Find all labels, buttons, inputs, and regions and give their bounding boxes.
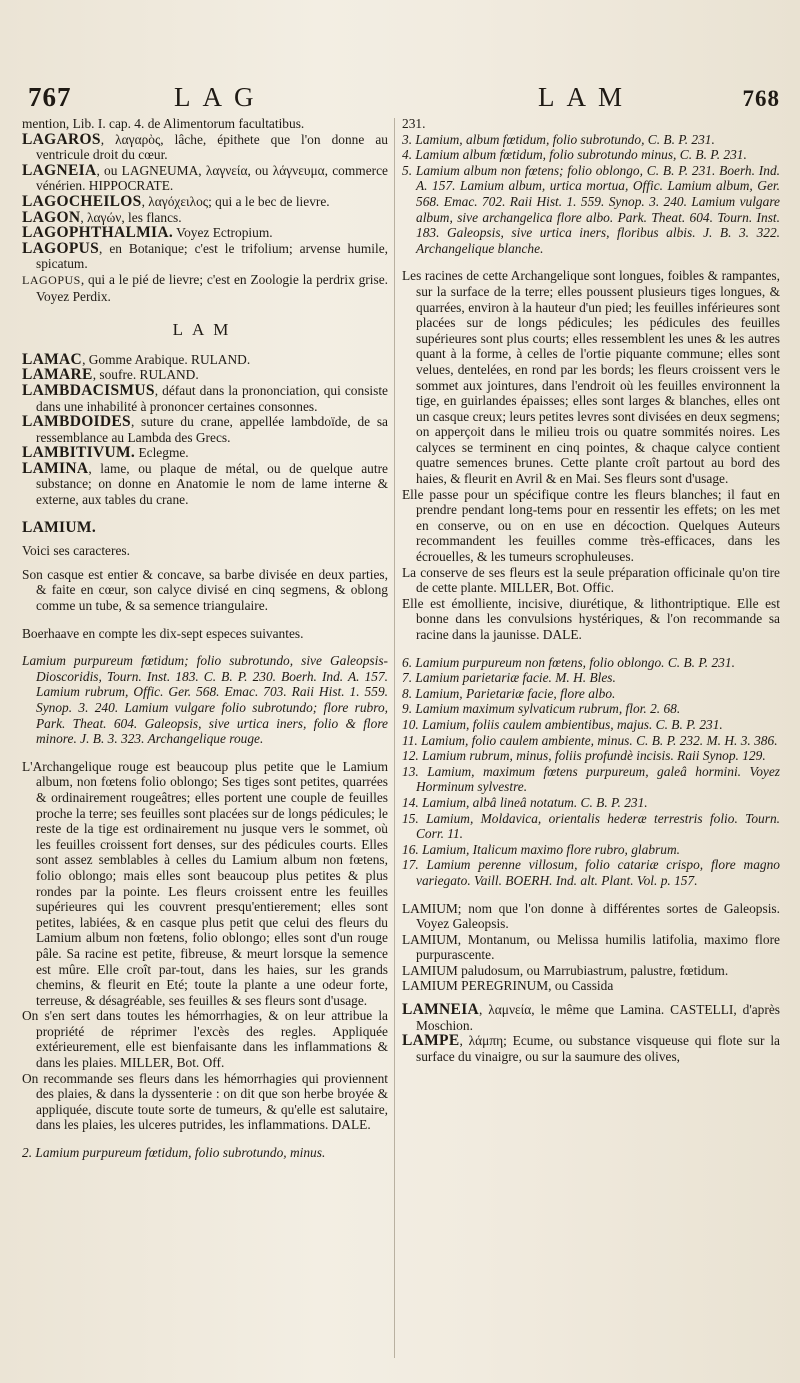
boerhaave-species-count: Boerhaave en compte les dix-sept especes suivantes. [22,625,304,641]
entry-lagopus: LAGOPUS, en Botanique; c'est le trifolium; arvense humile, spicatum. [22,239,388,272]
lamium-intro: Voici ses caracteres. [22,543,130,559]
species-10: 10. Lamium, foliis caulem ambientibus, majus. C. B. P. 231. [402,716,723,732]
entry-lamium-paludosum: LAMIUM paludosum, ou Marrubiastrum, palustre, fœtidum. [402,962,729,978]
species-2-continuation: 231. [402,116,426,131]
page-header [28,80,780,116]
entry-lamneia: LAMNEIA, λαμνεία, le même que Lamina. CASTELLI, d'après Moschion. [402,1001,780,1033]
species-1: Lamium purpureum fœtidum; folio subrotundo, sive Galeopsis-Dioscoridis, Tourn. Inst. 183. C. B. P. 230. Boerh. Ind. A. 157. Lamium rubrum, Offic. Ger. 568. Emac. 703. Raii Hist. 1. 559. Synop. 3. 240. Lamium vulgare folio subrotundo; flore rubro, Park. Theat. 604. Galeopsis, sive urtica iners, folio & flore minore. J. B. 3. 323. Archangelique rouge. [22,653,388,747]
entry-lambitivum: LAMBITIVUM. Eclegme. [22,444,189,462]
left-running-head: LAG [174,82,266,112]
species-3: 3. Lamium, album fœtidum, folio subrotundo, C. B. P. 231. [402,131,715,147]
entry-lamium-peregrinum: LAMIUM PEREGRINUM, ou Cassida [402,978,614,994]
entry-lagneia: LAGNEIA, ou LAGNEUMA, λαγνεία, ou λάγνευμα, commerce vénérien. HIPPOCRATE. [22,161,388,194]
species-7: 7. Lamium parietariæ facie. M. H. Bles. [402,670,616,686]
species-16: 16. Lamium, Italicum maximo flore rubro, glabrum. [402,841,680,857]
entry-continuation: mention, Lib. I. cap. 4. de Alimentorum facultatibus. [22,116,305,131]
species-5: 5. Lamium album non fœtens; folio oblongo, C. B. P. 231. Boerh. Ind. A. 157. Lamium album, urtica mortua, Offic. Lamium album, Ger. 568. Emac. 702. Raii Hist. 1. 559. Synop. 3. 240. Lamium vulgare album, sive archangelica flore albo. Park. Theat. 604. Tourn. Inst. 183. Galeopsis, sive urtica iners, floribus albis. J. B. 3. 322. Archangelique blanche. [402,162,780,256]
column-divider [394,118,395,1358]
species-11: 11. Lamium, folio caulem ambiente, minus. C. B. P. 232. M. H. 3. 386. [402,732,778,748]
entry-lambdoides: LAMBDOIDES, suture du crane, appellée lambdoïde, de sa ressemblance au Lambda des Grecs. [22,413,388,445]
emolliente-properties: Elle est émolliente, incisive, diurétique, & lithontriptique. Elle est bonne dans les convulsions hystériques, & l'on recommande sa racine dans la jaunisse. DALE. [402,595,780,642]
entry-lamina: LAMINA, lame, ou plaque de métal, ou de quelque autre substance; on donne en Anatomie le nom de lame interne & externe, aux tables du crane. [22,459,388,508]
fleurs-recommended: On recommande ses fleurs dans les hémorrhagies qui proviennent des plaies, & dans la dyssenterie : on dit que son herbe broyée & appliquée, discute toute sorte de tumeurs, & qu'elle est salutaire, dans les plaies, les ulceres putrides, les inflammations. DALE. [22,1070,388,1133]
conserve-preparation: La conserve de ses fleurs est la seule préparation officinale qu'on tire de cette plante. MILLER, Bot. Offic. [402,564,780,596]
species-12: 12. Lamium rubrum, minus, foliis profundè incisis. Raii Synop. 129. [402,748,766,764]
entry-lagaros: LAGAROS, λαγαρὸς, lâche, épithete que l'on donne au ventricule droit du cœur. [22,130,388,163]
entry-lagophthalmia: LAGOPHTHALMIA. Voyez Ectropium. [22,224,273,242]
entry-lagon: LAGON, λαγών, les flancs. [22,208,182,226]
left-page-number: 767 [28,82,72,112]
species-2: 2. Lamium purpureum fœtidum, folio subrotundo, minus. [22,1145,326,1161]
species-13: 13. Lamium, maximum fœtens purpureum, galeâ hormini. Voyez Horminum sylvestre. [402,763,780,795]
species-17: 17. Lamium perenne villosum, folio catariæ crispo, flore magno variegato. Vaill. BOERH. Ind. alt. Plant. Vol. p. 157. [402,857,780,888]
entry-lambdacismus: LAMBDACISMUS, défaut dans la prononciation, qui consiste dans une inhabilité à prononcer certaines consonnes. [22,381,388,414]
archangelique-rouge-description: L'Archangelique rouge est beaucoup plus petite que le Lamium album, non fœtens folio oblongo; Ses tiges sont petites, quarrées & ordinairement rougeâtres; elles portent une couple de feuilles proche la terre; ses feuilles sont placées sur de longs pédicules; le reste de la tige est ordinairement nu jusque vers le sommet, où les feuilles croissent fort denses, sur des pédicules courts. Elles sont assez semblables à celles du Lamium album non fœtens, folio oblongo; mais elles sont beaucoup plus petites & plus rondes par la pointe. Les fleurs croissent entre les feuilles supérieures qui les couvrent presqu'entierement; elles sont petites, labiées, & en casque plus petit que celui des fleurs du Lamium album non fœtens, folio oblongo; elles sont d'un rouge pâle. Sa racine est petite, fibreuse, & meurt lorsque la semence est mûre. Elle croît par-tout, dans les haies, sur les grands chemins, & fleurit en Eté; toute la plante a une odeur forte, terreuse, & désagréable, ses feuilles & ses fleurs sont d'usage. [22,758,388,1008]
hemorrhagies-use: On s'en sert dans toutes les hémorrhagies, & on leur attribue la propriété de réprimer l'excès des regles. Appliquée extérieurement, elle est bienfaisante dans les inflammations & dans les plaies. MILLER, Bot. Off. [22,1008,388,1071]
species-8: 8. Lamium, Parietariæ facie, flore albo. [402,685,616,701]
species-9: 9. Lamium maximum sylvaticum rubrum, flor. 2. 68. [402,701,681,717]
species-6: 6. Lamium purpureum non fœtens, folio oblongo. C. B. P. 231. [402,654,735,670]
section-heading: LAM [172,320,238,340]
species-15: 15. Lamium, Moldavica, orientalis hederæ terrestris folio. Tourn. Corr. 11. [402,810,780,842]
archangelique-blanche-description: Les racines de cette Archangelique sont longues, foibles & rampantes, sur la surface de la terre; elles poussent plusieurs tiges longues, & quarrées, environ à la hauteur d'un pied; les feuilles inférieures sont placées sur de longs pédicules; les pédicules des feuilles supérieures sont plus courts; elles ressemblent les unes & les autres quant à la forme, à celles de l'ortie piquante commune; elles sont velues, dentelées, en rond par les bords; les fleurs croissent vers le sommet aux jointures, dans l'endroit où les feuilles environnent la tige, en guirlandes épaisses; elles sont larges & blanches, elles ont un casque creux; leurs petites levres sont divisées en deux segmens; on apperçoit dans le milieu trois ou quatre sommités noires. Les calyces se terminent en cinq pointes, & chaque calyce contient quatre semences brunes. Cette plante croît partout au bord des haies, & fleurit en Avril & en Mai. Ses fleurs sont d'usage. [402,268,780,487]
right-page-number: 768 [742,86,780,111]
fleurs-blanches-use: Elle passe pour un spécifique contre les fleurs blanches; il faut en prendre pendant long-tems pour en ressentir les effets; on les met en conserve, ou on en use en décoction. Quelques Auteurs recommandent les feuilles comme très-efficaces, dans les écrouelles, & les tumeurs scrophuleuses. [402,486,780,565]
right-running-head: LAM [538,82,634,112]
left-column [22,116,388,1161]
entry-lagopus-zoology: LAGOPUS, qui a le pié de lievre; c'est en Zoologie la perdrix grise. Voyez Perdix. [22,271,388,304]
species-4: 4. Lamium album fœtidum, folio subrotundo minus, C. B. P. 231. [402,147,747,163]
entry-lamium-galeopsis: LAMIUM; nom que l'on donne à différentes sortes de Galeopsis. Voyez Galeopsis. [402,900,780,932]
species-14: 14. Lamium, albâ lineâ notatum. C. B. P. 231. [402,794,648,810]
entry-lamare: LAMARE, soufre. RULAND. [22,366,199,384]
entry-lampe: LAMPE, λάμπη; Ecume, ou substance visqueuse qui flote sur la surface du vinaigre, ou sur la saumure des olives, [402,1032,780,1064]
entry-lamium-heading: LAMIUM. [22,518,96,536]
entry-lamac: LAMAC, Gomme Arabique. RULAND. [22,350,251,368]
entry-lamium-montanum: LAMIUM, Montanum, ou Melissa humilis latifolia, maximo flore purpurascente. [402,931,780,963]
lamium-characters: Son casque est entier & concave, sa barbe divisée en deux parties, & faite en cœur, son calyce divisé en cinq segmens, & oblong comme un tube, & sa semence triangulaire. [22,566,388,614]
entry-lagocheilos: LAGOCHEILOS, λαγόχειλος; qui a le bec de lievre. [22,192,330,210]
right-column [402,116,780,1064]
